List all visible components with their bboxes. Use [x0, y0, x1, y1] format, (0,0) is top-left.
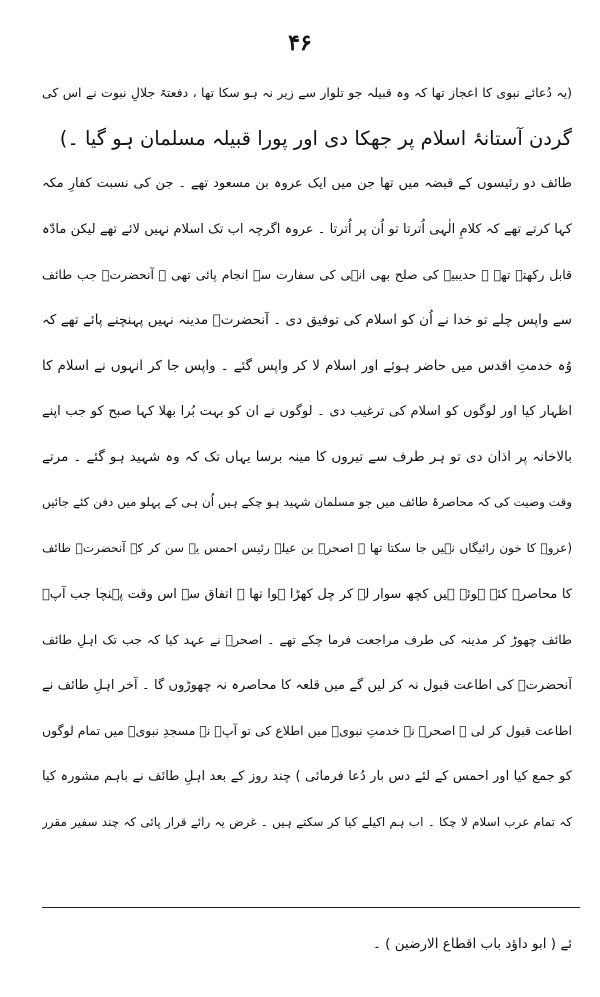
text-line: کہ تمام عرب اسلام لا چکا ۔ اب ہم اکیلے کیا کر سکتے ہیں ۔ غرض یہ رائے قرار پائی کہ چند سفیر مقرر — [42, 814, 572, 829]
text-line: قابل رکھتے تھے ۔ حدیبیہ کی صلح بھی انہی کی سفارت سے انجام پائی تھی ۔ آنحضرتؐ جب طائف — [42, 267, 572, 283]
text-line: کہا کرتے تھے کہ کلامِ الٰہی اُترتا تو اُن پر اُترتا ۔ عروہ اگرچہ اب تک اسلام نہیں لائے تھے لیکن مادّہ — [42, 221, 572, 237]
text-line: اظہار کیا اور لوگوں کو اسلام کی ترغیب دی ۔ لوگوں نے ان کو بہت بُرا بھلا کہا صبح کو جب اپنے — [42, 404, 572, 420]
text-line: گردن آستانۂ اسلام پر جھکا دی اور پورا قبیلہ مسلمان ہو گیا ۔) — [59, 126, 572, 150]
text-line: کو جمع کیا اور احمس کے لئے دس بار دُعا فرمائی ) چند روز کے بعد اہلِ طائف نے باہم مشورہ کیا — [42, 768, 572, 784]
text-line: (یہ دُعائے نبوی کا اعجاز تھا کہ وہ قبیلہ جو تلوار سے زیر نہ ہو سکا تھا ، دفعتہً جلالِ نبوت نے اس کی — [42, 85, 572, 100]
text-line: کا محاصرہ کئے ہوئے ہیں کچھ سوار لے کر چل کھڑا ہوا تھا ۔ اتفاق سے اس وقت پہنچا جب آپؐ — [42, 586, 572, 602]
footnote-divider — [42, 907, 580, 908]
text-line: اطاعت قبول کر لی ۔ اصحرؓ نے خدمتِ نبویؐ میں اطلاع کی تو آپؐ نے مسجدِ نبویؐ میں تمام لوگوں — [42, 723, 572, 739]
text-line: بالاخانہ پر اذان دی تو ہر طرف سے تیروں کا مینہ برسا یہاں تک کہ وہ شہید ہو گئے ۔ مرتے — [42, 448, 572, 465]
footnote: ئے ( ابو داؤد باب اقطاع الارضین ) ۔ — [372, 936, 572, 952]
body-text — [42, 70, 572, 845]
text-line: سے واپس چلے تو خدا نے اُن کو اسلام کی توفیق دی ۔ آنحضرتؐ مدینہ نہیں پہنچنے پائے تھے کہ — [42, 311, 572, 328]
page-number: ۴۶ — [288, 30, 312, 56]
text-line: آنحضرتؐ کی اطاعت قبول نہ کر لیں گے میں قلعہ کا محاصرہ نہ چھوڑوں گا ۔ آخر اہلِ طائف نے — [42, 677, 572, 693]
text-line: وقت وصیت کی کہ محاصرۂ طائف میں جو مسلمان شہید ہو چکے ہیں اُن ہی کے پہلو میں دفن کئے جائیں — [42, 495, 572, 510]
text-line: وُہ خدمتِ اقدس میں حاضر ہوئے اور اسلام لا کر واپس گئے ۔ واپس جا کر انہوں نے اسلام کا — [42, 357, 572, 374]
text-line: (عروہ کا خون رائیگاں نہیں جا سکتا تھا ۔ اصحرؓ بن عیلہ رئیس احمس یہ سن کر کہ آنحضرتؐ طائف — [42, 540, 572, 555]
text-line: طائف دو رئیسوں کے قبضہ میں تھا جن میں ایک عروہ بن مسعود تھے ۔ جن کی نسبت کفارِ مکہ — [42, 176, 572, 192]
text-line: طائف چھوڑ کر مدینہ کی طرف مراجعت فرما چکے تھے ۔ اصحرؓ نے عہد کیا کہ جب تک اہلِ طائف — [42, 632, 572, 648]
